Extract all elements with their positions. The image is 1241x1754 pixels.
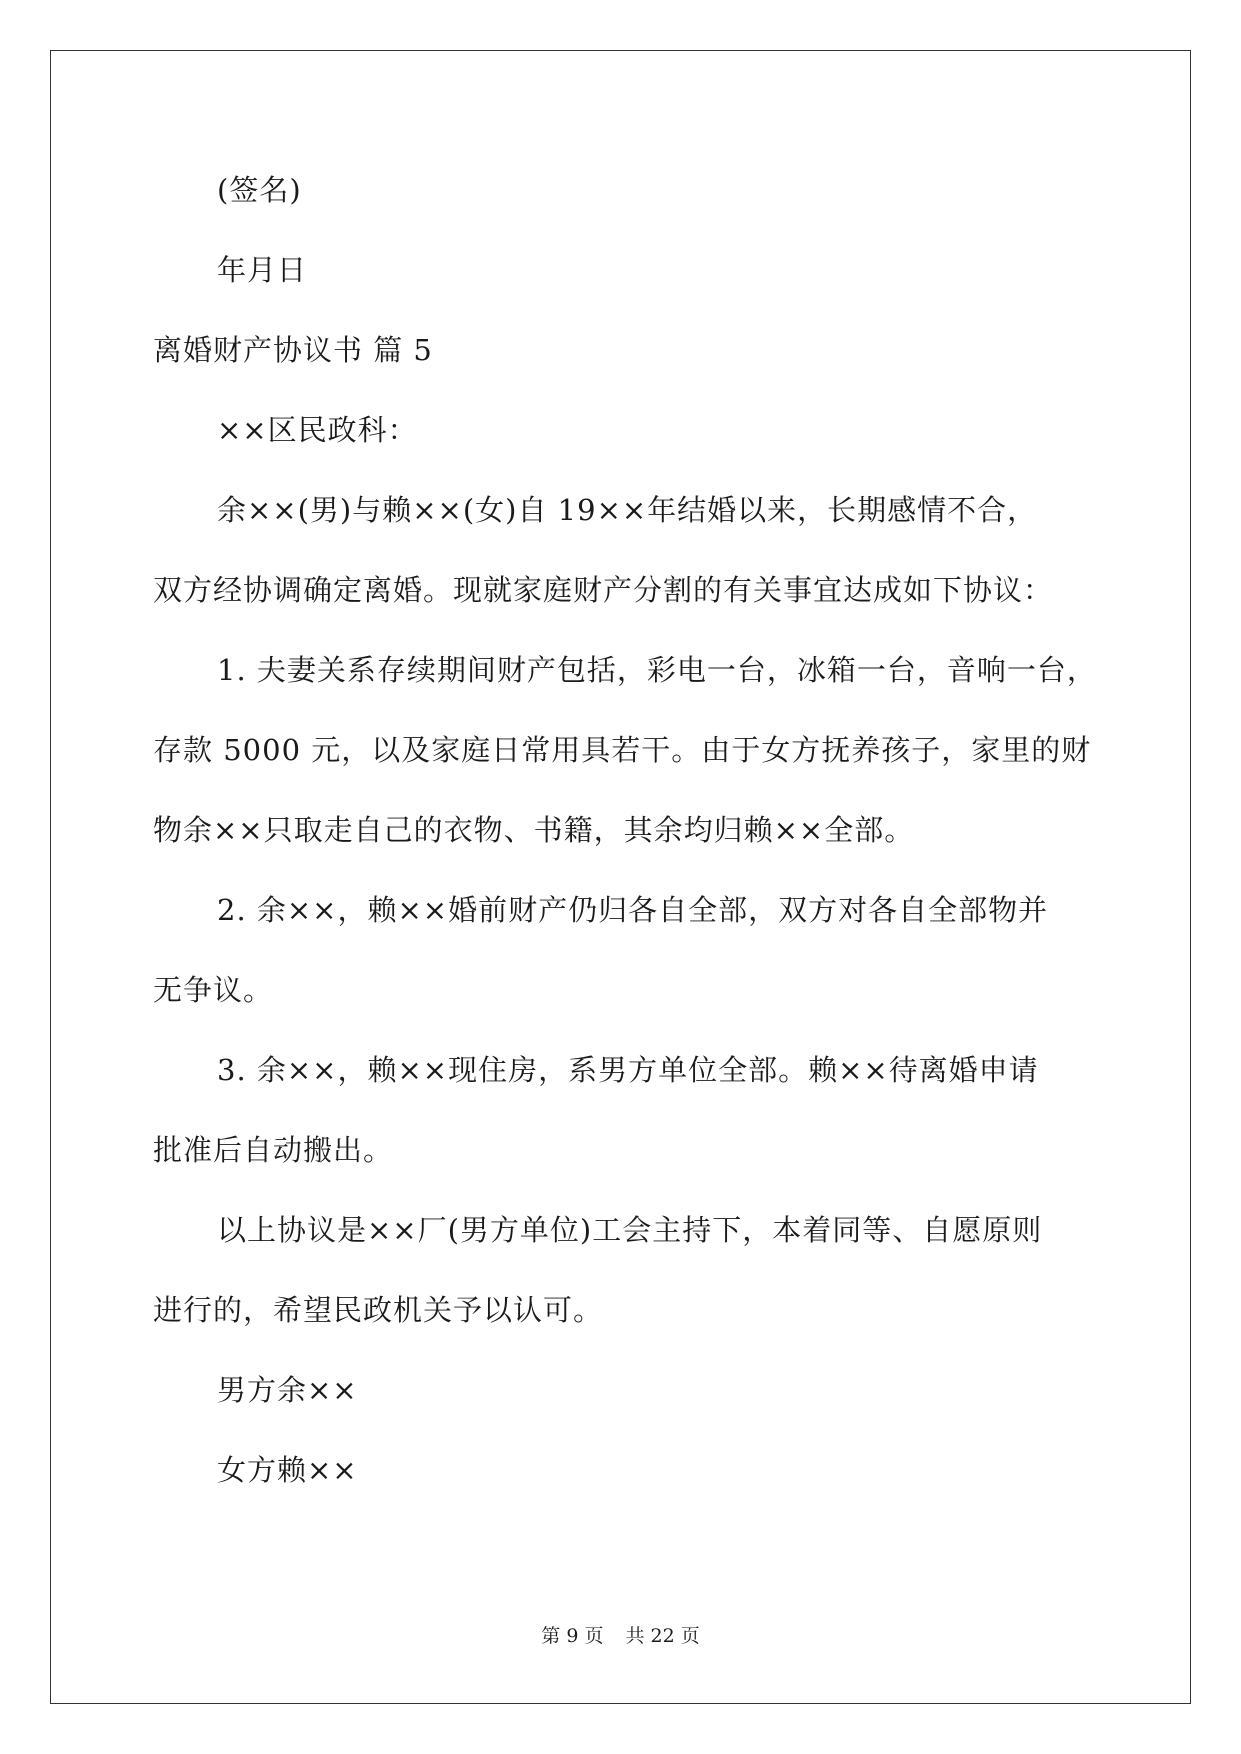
paragraph-line: 无争议。 bbox=[153, 973, 274, 1007]
section-heading: 离婚财产协议书 篇 5 bbox=[153, 333, 433, 367]
paragraph-line: 物余××只取走自己的衣物、书籍，其余均归赖××全部。 bbox=[153, 813, 915, 847]
paragraph-line: 批准后自动搬出。 bbox=[153, 1133, 394, 1167]
salutation: ××区民政科： bbox=[217, 413, 418, 447]
paragraph-line: 3. 余××，赖××现住房，系男方单位全部。赖××待离婚申请 bbox=[217, 1053, 1039, 1087]
paragraph-line: 以上协议是××厂(男方单位)工会主持下，本着同等、自愿原则 bbox=[217, 1213, 1043, 1247]
page-total: 共 22 页 bbox=[625, 1625, 700, 1647]
paragraph-line: 存款 5000 元，以及家庭日常用具若干。由于女方抚养孩子，家里的财 bbox=[153, 733, 1092, 767]
signatory-female: 女方赖×× bbox=[217, 1453, 358, 1487]
page-footer bbox=[0, 1624, 1241, 1648]
signature-line: (签名) bbox=[217, 173, 302, 207]
paragraph-line: 1. 夫妻关系存续期间财产包括，彩电一台，冰箱一台，音响一台， bbox=[217, 653, 1097, 687]
paragraph-line: 进行的，希望民政机关予以认可。 bbox=[153, 1293, 604, 1327]
signatory-male: 男方余×× bbox=[217, 1373, 358, 1407]
paragraph-line: 2. 余××，赖××婚前财产仍归各自全部，双方对各自全部物并 bbox=[217, 893, 1049, 927]
date-line: 年月日 bbox=[217, 253, 308, 287]
paragraph-line: 双方经协调确定离婚。现就家庭财产分割的有关事宜达成如下协议： bbox=[153, 573, 1054, 607]
paragraph-line: 余××(男)与赖××(女)自 19××年结婚以来，长期感情不合， bbox=[217, 493, 1038, 527]
page-number: 第 9 页 bbox=[541, 1625, 604, 1647]
